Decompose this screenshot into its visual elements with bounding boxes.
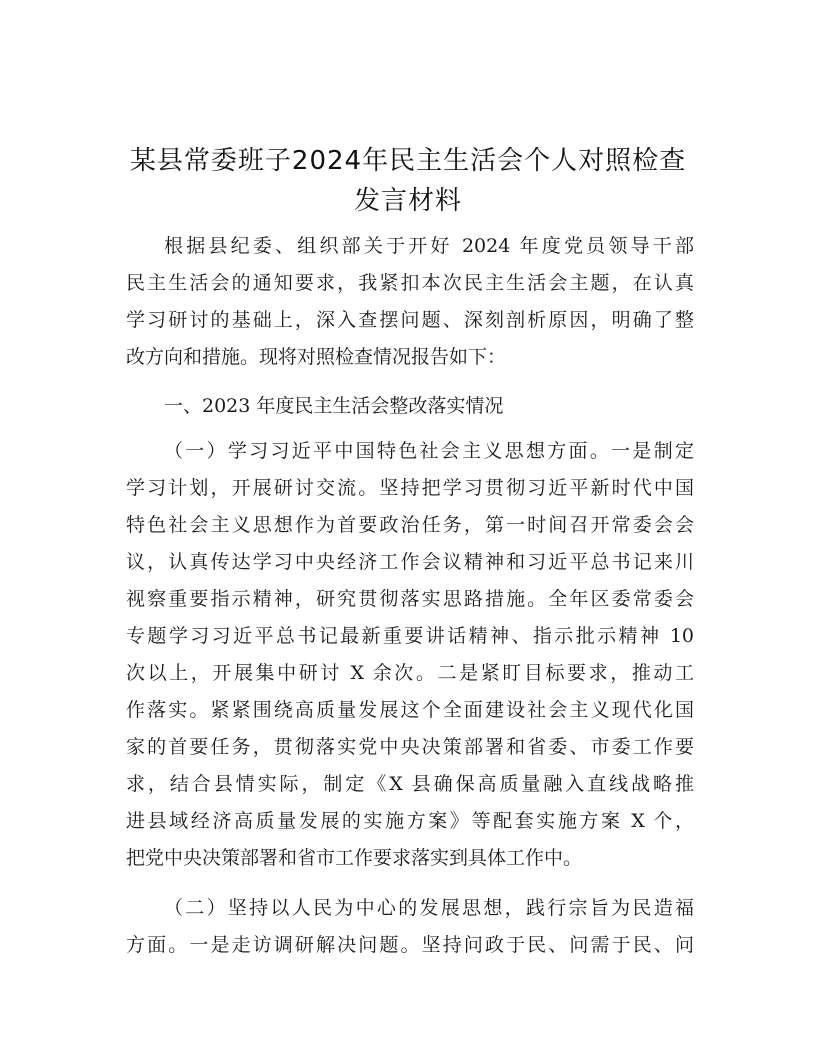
- paragraph-line: 方面。一是走访调研解决问题。坚持问政于民、问需于民、问: [126, 934, 694, 956]
- paragraph-line: 把党中央决策部署和省市工作要求落实到具体工作中。: [126, 847, 583, 869]
- paragraph-line: 作落实。紧紧围绕高质量发展这个全面建设社会主义现代化国: [126, 699, 694, 721]
- paragraph-line: （一）学习习近平中国特色社会主义思想方面。一是制定: [164, 440, 694, 462]
- paragraph-line: 求，结合县情实际，制定《X 县确保高质量融入直线战略推: [126, 773, 694, 795]
- paragraph-line: 改方向和措施。现将对照检查情况报告如下：: [126, 346, 507, 368]
- paragraph-line: 家的首要任务，贯彻落实党中央决策部署和省委、市委工作要: [126, 736, 694, 758]
- paragraph-line: 专题学习习近平总书记最新重要讲话精神、指示批示精神 10: [126, 625, 694, 647]
- section-heading: 一、2023 年度民主生活会整改落实情况: [164, 395, 504, 417]
- document-title-line-1: 某县常委班子2024年民主生活会个人对照检查: [129, 146, 687, 176]
- paragraph-line: （二）坚持以人民为中心的发展思想，践行宗旨为民造福: [164, 897, 694, 919]
- paragraph-line: 民主生活会的通知要求，我紧扣本次民主生活会主题，在认真: [126, 272, 694, 294]
- paragraph-line: 视察重要指示精神，研究贯彻落实思路措施。全年区委常委会: [126, 588, 694, 610]
- paragraph-line: 进县域经济高质量发展的实施方案》等配套实施方案 X 个，: [126, 810, 694, 832]
- paragraph-line: 特色社会主义思想作为首要政治任务，第一时间召开常委会会: [126, 514, 694, 536]
- paragraph-line: 议，认真传达学习中央经济工作会议精神和习近平总书记来川: [126, 551, 694, 573]
- paragraph-line: 学习研讨的基础上，深入查摆问题、深刻剖析原因，明确了整: [126, 309, 694, 331]
- paragraph-line: 次以上，开展集中研讨 X 余次。二是紧盯目标要求，推动工: [126, 662, 694, 684]
- paragraph-line: 学习计划，开展研讨交流。坚持把学习贯彻习近平新时代中国: [126, 477, 694, 499]
- document-title-line-2: 发言材料: [353, 186, 462, 216]
- paragraph-line: 根据县纪委、组织部关于开好 2024 年度党员领导干部: [164, 235, 694, 257]
